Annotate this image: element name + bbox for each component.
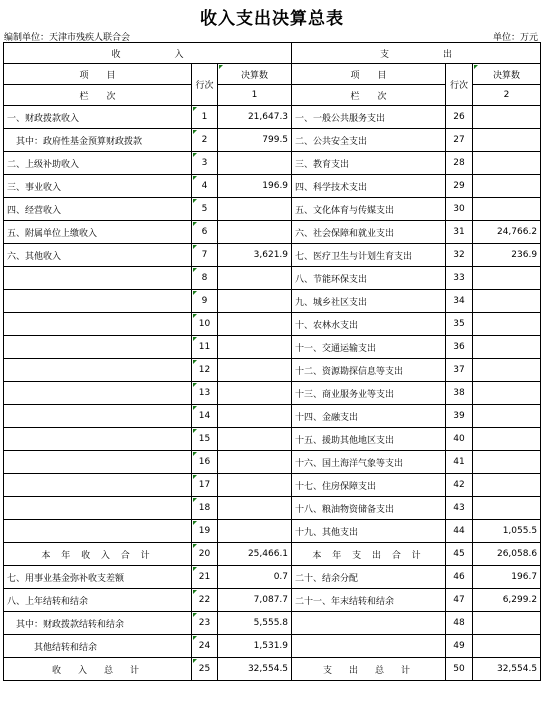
expense-amount-cell <box>473 497 541 520</box>
expense-line-cell: 46 <box>446 566 473 589</box>
income-amount-cell: 32,554.5 <box>218 658 292 681</box>
income-amount-cell <box>218 313 292 336</box>
income-item-cell: 其中：财政拨款结转和结余 <box>4 612 192 635</box>
income-amount-cell <box>218 428 292 451</box>
income-item-cell <box>4 428 192 451</box>
expense-line-cell: 49 <box>446 635 473 658</box>
expense-item-cell: 七、医疗卫生与计划生育支出 <box>292 244 446 267</box>
expense-item-cell: 十、农林水支出 <box>292 313 446 336</box>
compiling-unit: 编制单位：天津市残疾人联合会 <box>4 33 131 43</box>
table-row <box>4 175 541 198</box>
expense-line-cell: 31 <box>446 221 473 244</box>
income-item-cell <box>4 520 192 543</box>
table-row <box>4 405 541 428</box>
expense-item-cell <box>292 635 446 658</box>
income-amount-cell <box>218 497 292 520</box>
expense-item-cell: 十九、其他支出 <box>292 520 446 543</box>
income-amount-cell: 0.7 <box>218 566 292 589</box>
income-amount-cell <box>218 152 292 175</box>
expense-amount-cell <box>473 359 541 382</box>
table-row <box>4 520 541 543</box>
expense-line-cell: 29 <box>446 175 473 198</box>
table-row <box>4 152 541 175</box>
income-item-cell: 七、用事业基金弥补收支差额 <box>4 566 192 589</box>
table-row <box>4 428 541 451</box>
expense-amount-header: 决算数 <box>473 64 541 85</box>
expense-line-cell: 50 <box>446 658 473 681</box>
table-row <box>4 267 541 290</box>
table-row <box>4 543 541 566</box>
income-line-cell: 13 <box>192 382 218 405</box>
expense-item-cell: 十八、粮油物资储备支出 <box>292 497 446 520</box>
income-line-cell: 19 <box>192 520 218 543</box>
currency-unit: 单位：万元 <box>492 33 538 43</box>
income-item-cell <box>4 382 192 405</box>
income-item-header: 项 目 <box>4 64 192 85</box>
expense-item-cell: 十四、金融支出 <box>292 405 446 428</box>
expense-line-cell: 45 <box>446 543 473 566</box>
income-amount-cell <box>218 221 292 244</box>
expense-amount-cell <box>473 336 541 359</box>
income-item-cell <box>4 474 192 497</box>
expense-line-cell: 27 <box>446 129 473 152</box>
expense-item-cell: 一、一般公共服务支出 <box>292 106 446 129</box>
income-column-label: 栏 次 <box>4 85 192 106</box>
income-amount-cell: 1,531.9 <box>218 635 292 658</box>
income-amount-cell <box>218 267 292 290</box>
table-row <box>4 129 541 152</box>
income-line-cell: 5 <box>192 198 218 221</box>
expense-amount-cell <box>473 267 541 290</box>
expense-amount-cell <box>473 175 541 198</box>
income-item-cell <box>4 313 192 336</box>
income-item-cell: 四、经营收入 <box>4 198 192 221</box>
income-item-cell <box>4 405 192 428</box>
income-amount-cell <box>218 336 292 359</box>
income-line-cell: 25 <box>192 658 218 681</box>
table-row <box>4 313 541 336</box>
income-column-number: 1 <box>218 85 292 106</box>
table-row <box>4 451 541 474</box>
income-item-cell <box>4 267 192 290</box>
expense-line-cell: 47 <box>446 589 473 612</box>
budget-summary-table <box>3 42 541 681</box>
income-item-cell: 其中：政府性基金预算财政拨款 <box>4 129 192 152</box>
expense-item-cell: 二十、结余分配 <box>292 566 446 589</box>
section-header-row <box>4 43 541 64</box>
income-item-cell <box>4 336 192 359</box>
income-line-cell: 10 <box>192 313 218 336</box>
expense-line-cell: 33 <box>446 267 473 290</box>
table-row <box>4 589 541 612</box>
expense-amount-cell <box>473 129 541 152</box>
income-amount-cell <box>218 382 292 405</box>
income-line-cell: 1 <box>192 106 218 129</box>
income-amount-cell: 196.9 <box>218 175 292 198</box>
income-line-cell: 18 <box>192 497 218 520</box>
expense-item-cell: 六、社会保障和就业支出 <box>292 221 446 244</box>
table-row <box>4 382 541 405</box>
income-line-cell: 11 <box>192 336 218 359</box>
table-row <box>4 106 541 129</box>
expense-amount-cell: 24,766.2 <box>473 221 541 244</box>
income-line-cell: 16 <box>192 451 218 474</box>
expense-section-header: 支 出 <box>292 43 541 64</box>
expense-line-cell: 32 <box>446 244 473 267</box>
expense-line-cell: 48 <box>446 612 473 635</box>
expense-item-cell: 十六、国土海洋气象等支出 <box>292 451 446 474</box>
expense-item-cell: 十五、援助其他地区支出 <box>292 428 446 451</box>
table-row <box>4 290 541 313</box>
expense-item-cell: 十一、交通运输支出 <box>292 336 446 359</box>
income-line-cell: 23 <box>192 612 218 635</box>
income-amount-cell <box>218 290 292 313</box>
expense-item-cell: 十二、资源勘探信息等支出 <box>292 359 446 382</box>
expense-line-header: 行次 <box>446 64 473 106</box>
income-line-cell: 24 <box>192 635 218 658</box>
income-amount-cell: 7,087.7 <box>218 589 292 612</box>
expense-item-cell: 十三、商业服务业等支出 <box>292 382 446 405</box>
expense-amount-cell: 32,554.5 <box>473 658 541 681</box>
income-item-cell: 六、其他收入 <box>4 244 192 267</box>
expense-column-label: 栏 次 <box>292 85 446 106</box>
expense-amount-cell <box>473 451 541 474</box>
income-line-cell: 15 <box>192 428 218 451</box>
expense-amount-cell <box>473 152 541 175</box>
expense-amount-cell: 26,058.6 <box>473 543 541 566</box>
expense-amount-cell <box>473 428 541 451</box>
income-amount-cell: 799.5 <box>218 129 292 152</box>
table-row <box>4 474 541 497</box>
expense-amount-cell: 1,055.5 <box>473 520 541 543</box>
income-item-cell <box>4 359 192 382</box>
income-section-header: 收 入 <box>4 43 292 64</box>
expense-line-cell: 37 <box>446 359 473 382</box>
table-row <box>4 359 541 382</box>
income-line-cell: 21 <box>192 566 218 589</box>
income-line-cell: 4 <box>192 175 218 198</box>
table-row <box>4 497 541 520</box>
table-row <box>4 612 541 635</box>
expense-item-cell: 十七、住房保障支出 <box>292 474 446 497</box>
expense-line-cell: 35 <box>446 313 473 336</box>
expense-line-cell: 34 <box>446 290 473 313</box>
table-row <box>4 566 541 589</box>
table-row <box>4 658 541 681</box>
income-amount-cell <box>218 405 292 428</box>
expense-item-cell: 三、教育支出 <box>292 152 446 175</box>
expense-amount-cell <box>473 635 541 658</box>
table-row <box>4 635 541 658</box>
expense-amount-cell <box>473 290 541 313</box>
expense-amount-cell <box>473 612 541 635</box>
income-amount-cell <box>218 474 292 497</box>
income-line-cell: 6 <box>192 221 218 244</box>
expense-line-cell: 41 <box>446 451 473 474</box>
income-line-cell: 7 <box>192 244 218 267</box>
table-row <box>4 198 541 221</box>
income-amount-cell: 5,555.8 <box>218 612 292 635</box>
income-item-cell: 五、附属单位上缴收入 <box>4 221 192 244</box>
expense-item-cell <box>292 612 446 635</box>
income-item-cell: 其他结转和结余 <box>4 635 192 658</box>
income-line-cell: 22 <box>192 589 218 612</box>
income-item-cell: 八、上年结转和结余 <box>4 589 192 612</box>
income-amount-cell <box>218 359 292 382</box>
income-item-cell: 一、财政拨款收入 <box>4 106 192 129</box>
expense-amount-cell: 6,299.2 <box>473 589 541 612</box>
expense-item-cell: 本 年 支 出 合 计 <box>292 543 446 566</box>
income-line-cell: 9 <box>192 290 218 313</box>
expense-amount-cell: 236.9 <box>473 244 541 267</box>
income-amount-cell: 25,466.1 <box>218 543 292 566</box>
expense-line-cell: 38 <box>446 382 473 405</box>
expense-line-cell: 36 <box>446 336 473 359</box>
income-item-cell <box>4 451 192 474</box>
expense-line-cell: 39 <box>446 405 473 428</box>
income-amount-cell: 3,621.9 <box>218 244 292 267</box>
expense-line-cell: 44 <box>446 520 473 543</box>
table-row <box>4 221 541 244</box>
expense-line-cell: 43 <box>446 497 473 520</box>
expense-item-cell: 八、节能环保支出 <box>292 267 446 290</box>
income-amount-cell: 21,647.3 <box>218 106 292 129</box>
expense-item-cell: 四、科学技术支出 <box>292 175 446 198</box>
income-line-cell: 2 <box>192 129 218 152</box>
expense-column-number: 2 <box>473 85 541 106</box>
income-line-cell: 12 <box>192 359 218 382</box>
expense-amount-cell <box>473 382 541 405</box>
income-line-cell: 17 <box>192 474 218 497</box>
income-amount-header: 决算数 <box>218 64 292 85</box>
expense-item-cell: 九、城乡社区支出 <box>292 290 446 313</box>
expense-line-cell: 40 <box>446 428 473 451</box>
income-line-cell: 14 <box>192 405 218 428</box>
expense-item-cell: 支 出 总 计 <box>292 658 446 681</box>
expense-amount-cell <box>473 106 541 129</box>
expense-amount-cell <box>473 313 541 336</box>
page-title: 收入支出决算总表 <box>200 9 344 29</box>
income-amount-cell <box>218 451 292 474</box>
income-amount-cell <box>218 520 292 543</box>
expense-amount-cell: 196.7 <box>473 566 541 589</box>
expense-item-cell: 二、公共安全支出 <box>292 129 446 152</box>
expense-amount-cell <box>473 474 541 497</box>
table-row <box>4 336 541 359</box>
column-header-row <box>4 64 541 85</box>
income-item-cell: 本 年 收 入 合 计 <box>4 543 192 566</box>
income-line-cell: 3 <box>192 152 218 175</box>
expense-line-cell: 42 <box>446 474 473 497</box>
expense-item-cell: 五、文化体育与传媒支出 <box>292 198 446 221</box>
income-item-cell: 三、事业收入 <box>4 175 192 198</box>
table-row <box>4 244 541 267</box>
income-amount-cell <box>218 198 292 221</box>
income-item-cell: 二、上级补助收入 <box>4 152 192 175</box>
expense-line-cell: 30 <box>446 198 473 221</box>
income-line-cell: 8 <box>192 267 218 290</box>
expense-line-cell: 26 <box>446 106 473 129</box>
income-item-cell: 收 入 总 计 <box>4 658 192 681</box>
income-item-cell <box>4 290 192 313</box>
expense-item-cell: 二十一、年末结转和结余 <box>292 589 446 612</box>
income-item-cell <box>4 497 192 520</box>
expense-item-header: 项 目 <box>292 64 446 85</box>
income-line-cell: 20 <box>192 543 218 566</box>
expense-amount-cell <box>473 198 541 221</box>
expense-amount-cell <box>473 405 541 428</box>
income-line-header: 行次 <box>192 64 218 106</box>
expense-line-cell: 28 <box>446 152 473 175</box>
